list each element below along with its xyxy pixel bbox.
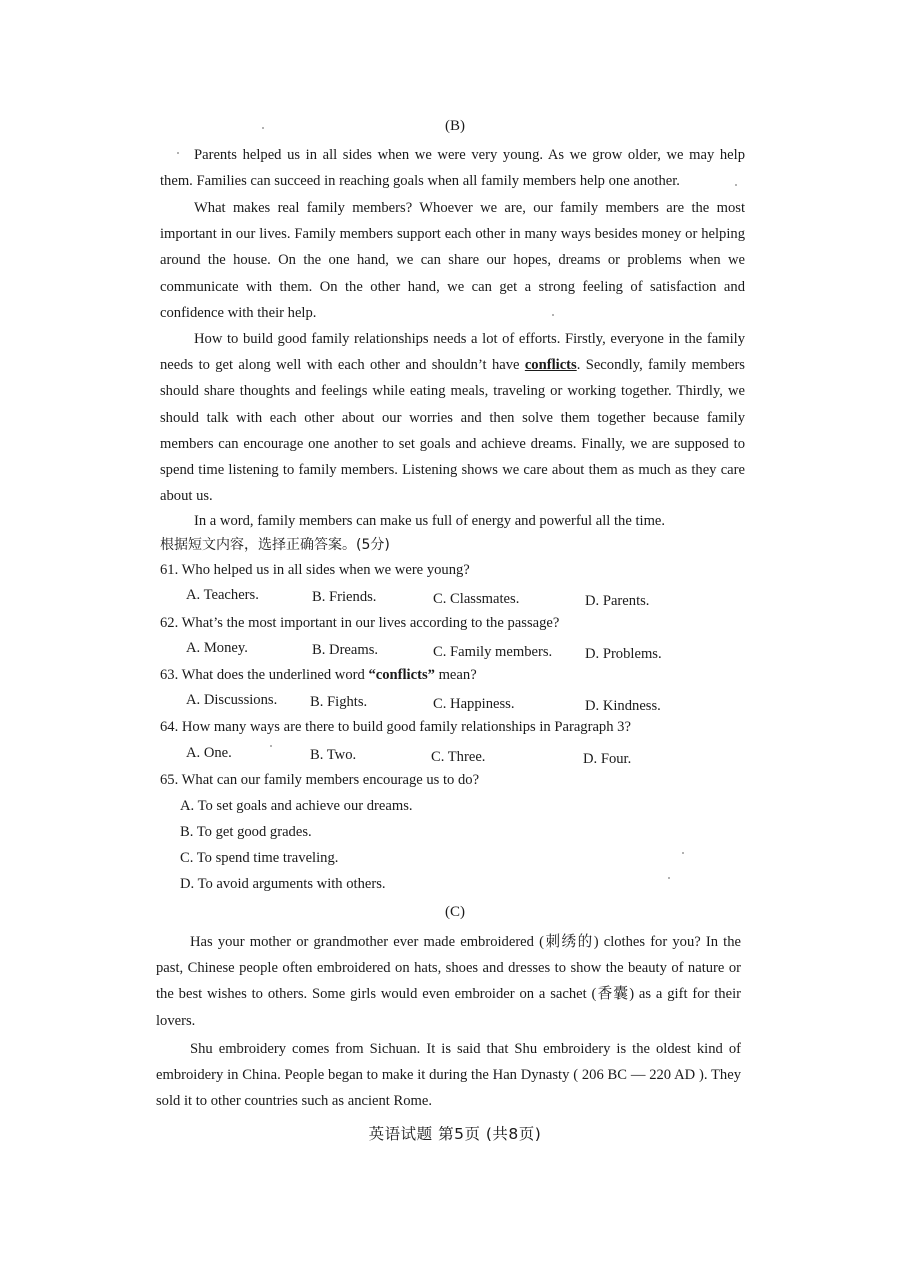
q65-option-d[interactable]: D. To avoid arguments with others. — [180, 876, 386, 892]
q64-option-b[interactable]: B. Two. — [310, 747, 357, 763]
section-c-paragraph-2: Shu embroidery comes from Sichuan. It is said that Shu embroidery is the oldest kind of embroidery in China. People began to make it during the Han Dynasty ( 206 BC — 220 AD ). They sold it to other countries such as ancient Rome. — [156, 1041, 741, 1110]
section-c-paragraph-1: Has your mother or grandmother ever made embroidered (刺绣的) clothes for you? In the past, Chinese people often embroidered on hats, shoes and dresses to show the beauty of nature or the best wishes to others. Some girls would even embroider on a sachet (香囊) as a gift for their lovers. — [156, 934, 741, 1029]
question-61: 61. Who helped us in all sides when we were young? — [160, 562, 470, 578]
q61-option-c[interactable]: C. Classmates. — [433, 591, 520, 607]
q61-option-d[interactable]: D. Parents. — [585, 593, 650, 609]
section-b-paragraph-1: Parents helped us in all sides when we were very young. As we grow older, we may help them. Families can succeed in reaching goals when all family members help one another. — [160, 147, 745, 190]
scan-speck — [735, 184, 737, 186]
q62-option-d[interactable]: D. Problems. — [585, 646, 662, 662]
question-64: 64. How many ways are there to build good family relationships in Paragraph 3? — [160, 719, 631, 735]
q65-option-c[interactable]: C. To spend time traveling. — [180, 850, 339, 866]
q64-option-a[interactable]: A. One. — [186, 745, 232, 761]
q62-option-b[interactable]: B. Dreams. — [312, 642, 379, 658]
q64-option-d[interactable]: D. Four. — [583, 751, 632, 767]
paragraph-3-text-before: How to build good family relationships needs a lot of efforts. Firstly, everyone in the family needs to get along well with each other and shouldn’t have — [160, 331, 745, 374]
q63-option-b[interactable]: B. Fights. — [310, 694, 368, 710]
section-b-paragraph-4: In a word, family members can make us full of energy and powerful all the time. — [194, 513, 666, 529]
question-62: 62. What’s the most important in our lives according to the passage? — [160, 615, 560, 631]
scan-speck — [262, 127, 264, 129]
q63-stem-after: mean? — [434, 667, 477, 683]
section-c-title: (C) — [445, 904, 465, 920]
scan-speck — [270, 745, 272, 747]
scan-speck — [682, 852, 684, 854]
question-63 — [160, 667, 477, 684]
q64-option-c[interactable]: C. Three. — [431, 749, 486, 765]
paragraph-3-text-after: . Secondly, family members should share thoughts and feelings while eating meals, traveling or working together. Thirdly, we should talk with each other about our worries and then solve them together because family members can encourage one another to set goals and achieve dreams. Finally, we are supposed to spend time listening to family members. Listening shows we care about them as much as they care about us. — [160, 357, 745, 505]
instruction-text: 根据短文内容，选择正确答案。(5分) — [160, 537, 390, 553]
q63-stem-before: 63. What does the underlined word — [160, 667, 369, 683]
page-footer: 英语试题 第5页 (共8页) — [368, 1125, 542, 1143]
q63-stem-word: “conflicts” — [368, 667, 435, 683]
q61-option-b[interactable]: B. Friends. — [312, 589, 377, 605]
q63-option-a[interactable]: A. Discussions. — [186, 692, 278, 708]
q61-option-a[interactable]: A. Teachers. — [186, 587, 259, 603]
scan-speck — [552, 314, 554, 316]
q62-option-a[interactable]: A. Money. — [186, 640, 248, 656]
question-65: 65. What can our family members encourage us to do? — [160, 772, 480, 788]
scan-speck — [177, 152, 179, 154]
q65-option-a[interactable]: A. To set goals and achieve our dreams. — [180, 798, 413, 814]
section-b-paragraph-3 — [160, 326, 745, 509]
q63-option-c[interactable]: C. Happiness. — [433, 696, 515, 712]
section-b-title: (B) — [445, 118, 465, 134]
q65-option-b[interactable]: B. To get good grades. — [180, 824, 312, 840]
underlined-word-conflicts: conflicts — [524, 357, 577, 374]
section-b-paragraph-2: What makes real family members? Whoever we are, our family members are the most important in our lives. Family members support each other in many ways besides money or helping around the house. On the one hand, we can share our hopes, dreams or problems when we communicate with them. On the other hand, we can get a strong feeling of satisfaction and confidence with their help. — [160, 200, 745, 321]
q63-option-d[interactable]: D. Kindness. — [585, 698, 661, 714]
scan-speck — [668, 877, 670, 879]
q62-option-c[interactable]: C. Family members. — [433, 644, 553, 660]
